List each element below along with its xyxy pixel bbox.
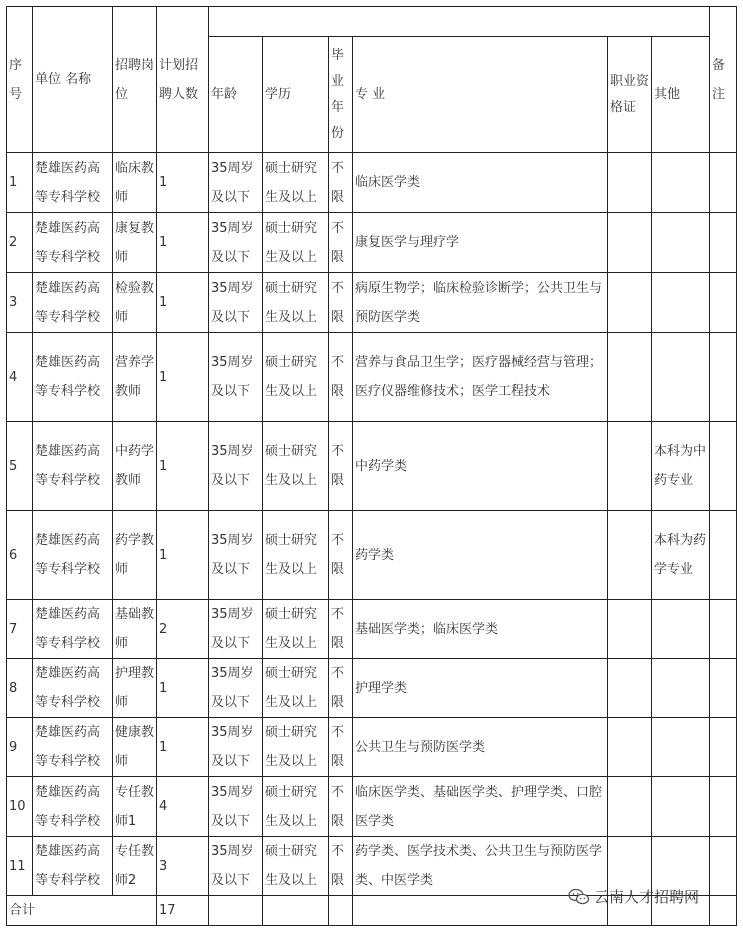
header-other: 其他 [652, 37, 710, 153]
cell-other: 本科为药学专业 [652, 511, 710, 600]
cell-unit: 楚雄医药高等专科学校 [33, 153, 113, 213]
header-remark: 备注 [710, 7, 737, 153]
cell-grad: 不限 [329, 333, 353, 422]
cell-post: 营养学教师 [113, 333, 157, 422]
cell-age: 35周岁及以下 [209, 837, 263, 896]
cell-age: 35周岁及以下 [209, 659, 263, 718]
cell-post: 康复教师 [113, 213, 157, 273]
cell-major: 临床医学类 [353, 153, 608, 213]
header-conditions-group [209, 7, 710, 37]
table-row [7, 511, 737, 600]
cell-major: 临床医学类、基础医学类、护理学类、口腔医学类 [353, 777, 608, 837]
table-row [7, 718, 737, 777]
cell-age: 35周岁及以下 [209, 213, 263, 273]
cell-seq: 8 [7, 659, 33, 718]
cell-other [652, 213, 710, 273]
cell-post: 专任教师2 [113, 837, 157, 896]
cell-seq: 3 [7, 273, 33, 333]
cell-cert [608, 511, 652, 600]
cell-unit: 楚雄医药高等专科学校 [33, 511, 113, 600]
cell-grad: 不限 [329, 422, 353, 511]
cell-age: 35周岁及以下 [209, 153, 263, 213]
cell-major: 基础医学类；临床医学类 [353, 600, 608, 659]
cell-major: 药学类、医学技术类、公共卫生与预防医学类、中医学类 [353, 837, 608, 896]
cell-remark [710, 213, 737, 273]
cell-other [652, 659, 710, 718]
cell-other [652, 153, 710, 213]
cell-plan: 1 [157, 718, 209, 777]
table-row [7, 213, 737, 273]
cell-edu: 硕士研究生及以上 [263, 153, 329, 213]
cell-grad: 不限 [329, 213, 353, 273]
cell-major: 药学类 [353, 511, 608, 600]
cell-unit: 楚雄医药高等专科学校 [33, 213, 113, 273]
cell-seq: 2 [7, 213, 33, 273]
cell-other [652, 600, 710, 659]
cell-grad: 不限 [329, 718, 353, 777]
cell-plan: 1 [157, 213, 209, 273]
cell-cert [608, 273, 652, 333]
cell-edu: 硕士研究生及以上 [263, 273, 329, 333]
cell-remark [710, 718, 737, 777]
cell-edu: 硕士研究生及以上 [263, 777, 329, 837]
cell-post: 检验教师 [113, 273, 157, 333]
cell-other [652, 777, 710, 837]
cell-post: 中药学教师 [113, 422, 157, 511]
cell-unit: 楚雄医药高等专科学校 [33, 422, 113, 511]
cell-post: 药学教师 [113, 511, 157, 600]
cell-edu: 硕士研究生及以上 [263, 422, 329, 511]
cell-seq: 4 [7, 333, 33, 422]
cell-plan: 1 [157, 273, 209, 333]
cell-edu: 硕士研究生及以上 [263, 511, 329, 600]
recruitment-table [6, 6, 737, 926]
cell-remark [710, 153, 737, 213]
cell-major: 护理学类 [353, 659, 608, 718]
cell-major: 营养与食品卫生学；医疗器械经营与管理；医疗仪器维修技术；医学工程技术 [353, 333, 608, 422]
cell-plan: 1 [157, 153, 209, 213]
table-row [7, 153, 737, 213]
cell-plan: 3 [157, 837, 209, 896]
cell-seq: 1 [7, 153, 33, 213]
cell-other [652, 718, 710, 777]
cell-remark [710, 777, 737, 837]
cell-age: 35周岁及以下 [209, 333, 263, 422]
cell-age: 35周岁及以下 [209, 718, 263, 777]
cell-grad: 不限 [329, 659, 353, 718]
total-label: 合计 [7, 896, 157, 926]
cell-grad: 不限 [329, 600, 353, 659]
cell-unit: 楚雄医药高等专科学校 [33, 718, 113, 777]
cell-other [652, 333, 710, 422]
cell-post: 临床教师 [113, 153, 157, 213]
header-grad: 毕业年份 [329, 37, 353, 153]
cell-unit: 楚雄医药高等专科学校 [33, 659, 113, 718]
cell-seq: 5 [7, 422, 33, 511]
header-plan: 计划招聘人数 [157, 7, 209, 153]
wechat-icon [568, 888, 590, 906]
cell-post: 护理教师 [113, 659, 157, 718]
table-row [7, 600, 737, 659]
cell-seq: 11 [7, 837, 33, 896]
cell-seq: 6 [7, 511, 33, 600]
cell-cert [608, 153, 652, 213]
cell-age: 35周岁及以下 [209, 600, 263, 659]
table-row [7, 333, 737, 422]
cell-unit: 楚雄医药高等专科学校 [33, 837, 113, 896]
table-body [7, 153, 737, 896]
cell-major: 病原生物学；临床检验诊断学；公共卫生与预防医学类 [353, 273, 608, 333]
cell-post: 基础教师 [113, 600, 157, 659]
cell-grad: 不限 [329, 511, 353, 600]
cell-edu: 硕士研究生及以上 [263, 718, 329, 777]
table-row [7, 659, 737, 718]
cell-cert [608, 333, 652, 422]
table-row [7, 777, 737, 837]
header-unit: 单位 名称 [33, 7, 113, 153]
cell-age: 35周岁及以下 [209, 777, 263, 837]
cell-other: 本科为中药专业 [652, 422, 710, 511]
cell-grad: 不限 [329, 153, 353, 213]
cell-cert [608, 422, 652, 511]
cell-cert [608, 600, 652, 659]
cell-seq: 9 [7, 718, 33, 777]
cell-plan: 1 [157, 511, 209, 600]
cell-edu: 硕士研究生及以上 [263, 333, 329, 422]
cell-edu: 硕士研究生及以上 [263, 837, 329, 896]
cell-edu: 硕士研究生及以上 [263, 659, 329, 718]
table-row [7, 273, 737, 333]
cell-unit: 楚雄医药高等专科学校 [33, 333, 113, 422]
cell-post: 健康教师 [113, 718, 157, 777]
cell-age: 35周岁及以下 [209, 422, 263, 511]
cell-major: 康复医学与理疗学 [353, 213, 608, 273]
header-seq: 序号 [7, 7, 33, 153]
header-major: 专 业 [353, 37, 608, 153]
cell-remark [710, 511, 737, 600]
cell-age: 35周岁及以下 [209, 273, 263, 333]
table-row [7, 422, 737, 511]
cell-plan: 4 [157, 777, 209, 837]
cell-age: 35周岁及以下 [209, 511, 263, 600]
header-post: 招聘岗位 [113, 7, 157, 153]
cell-remark [710, 659, 737, 718]
cell-cert [608, 718, 652, 777]
cell-remark [710, 422, 737, 511]
cell-remark [710, 837, 737, 896]
header-cert: 职业资格证 [608, 37, 652, 153]
cell-grad: 不限 [329, 837, 353, 896]
cell-plan: 1 [157, 422, 209, 511]
cell-grad: 不限 [329, 273, 353, 333]
cell-seq: 10 [7, 777, 33, 837]
cell-other [652, 273, 710, 333]
cell-edu: 硕士研究生及以上 [263, 213, 329, 273]
cell-unit: 楚雄医药高等专科学校 [33, 600, 113, 659]
cell-plan: 1 [157, 659, 209, 718]
total-plan: 17 [157, 896, 209, 926]
cell-remark [710, 600, 737, 659]
cell-grad: 不限 [329, 777, 353, 837]
cell-edu: 硕士研究生及以上 [263, 600, 329, 659]
cell-cert [608, 659, 652, 718]
cell-major: 公共卫生与预防医学类 [353, 718, 608, 777]
cell-remark [710, 273, 737, 333]
cell-seq: 7 [7, 600, 33, 659]
header-edu: 学历 [263, 37, 329, 153]
cell-unit: 楚雄医药高等专科学校 [33, 777, 113, 837]
cell-remark [710, 333, 737, 422]
watermark-text: 云南人才招聘网 [594, 888, 700, 906]
cell-cert [608, 213, 652, 273]
cell-cert [608, 777, 652, 837]
watermark [568, 886, 699, 907]
cell-unit: 楚雄医药高等专科学校 [33, 273, 113, 333]
cell-post: 专任教师1 [113, 777, 157, 837]
cell-major: 中药学类 [353, 422, 608, 511]
cell-plan: 1 [157, 333, 209, 422]
cell-plan: 2 [157, 600, 209, 659]
header-age: 年龄 [209, 37, 263, 153]
